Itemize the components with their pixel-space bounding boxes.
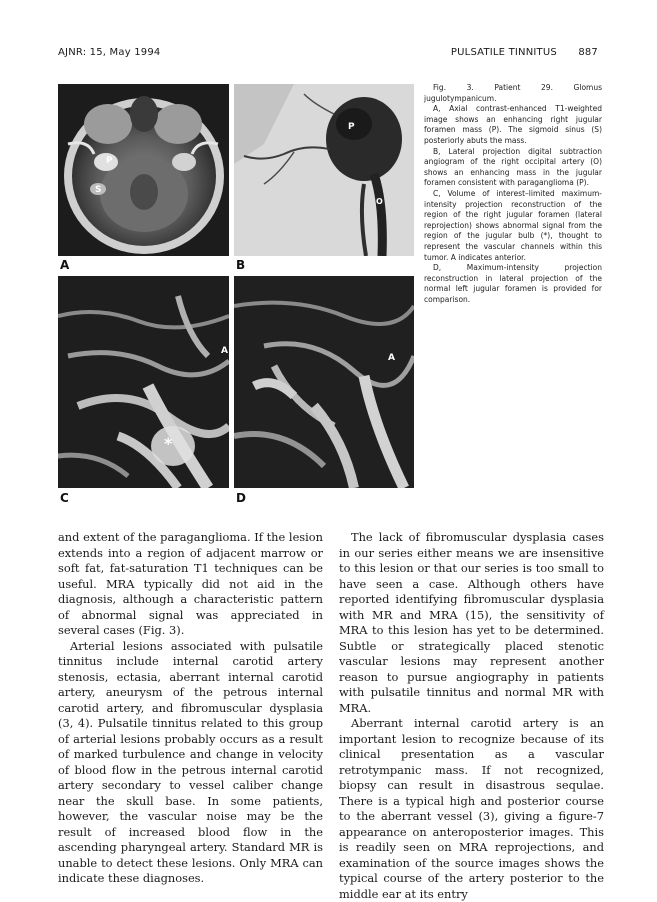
- body-column-right: [339, 530, 604, 902]
- panel-label-asterisk: *: [164, 434, 173, 453]
- caption-title: Fig. 3. Patient 29. Glomus jugulotympanicum.: [424, 83, 602, 103]
- panel-label-s: S: [95, 185, 102, 195]
- axial-mr-image: [58, 84, 229, 256]
- running-title: PULSATILE TINNITUS: [450, 47, 557, 58]
- panel-letter-b: B: [236, 258, 246, 272]
- angiogram-image: [234, 84, 414, 256]
- panel-label-p: P: [106, 156, 113, 166]
- figure-panel-a: [58, 84, 229, 256]
- figure-caption: [424, 83, 602, 305]
- caption-paragraph: C, Volume of interest–limited maximum-intensity projection reconstruction of the region of the right jugular foramen (lateral reprojection) shows abnormal signal from the region of the jugular bulb (*), thought to represent the vascular channels within this tumor. A indicates anterior.: [424, 188, 602, 262]
- journal-citation: AJNR: 15, May 1994: [58, 47, 161, 58]
- panel-letter-d: D: [236, 491, 246, 505]
- panel-letter-c: C: [60, 491, 69, 505]
- figure-panel-d: [234, 276, 414, 488]
- page-number: 887: [578, 47, 598, 58]
- panel-label-o: O: [376, 197, 383, 206]
- panel-label-a: A: [388, 353, 395, 363]
- caption-paragraph: B, Lateral projection digital subtraction angiogram of the right occipital artery (O) shows an enhancing mass in the jugular foramen consistent with paraganglioma (P).: [424, 146, 602, 188]
- header-right: [433, 47, 598, 58]
- panel-label-a: A: [221, 346, 228, 356]
- body-paragraph: and extent of the paraganglioma. If the lesion extends into a region of adjacent marrow or soft fat, fat-saturation T1 techniques can be useful. MRA typically did not aid in the diagnosis, although a characteristic pattern of abnormal signal was appreciated in several cases (Fig. 3).: [58, 530, 323, 637]
- mip-reconstruction-right: [58, 276, 229, 488]
- body-paragraph: The lack of fibromuscular dysplasia cases in our series either means we are insensitive to this lesion or that our series is too small to have seen a case. Although others have reported identifying fibromuscular dysplasia with MR and MRA (15), the sensitivity of MRA to this lesion has yet to be determined. Subtle or strategically placed stenotic vascular lesions may represent another reason to pursue angiography in patients with pulsatile tinnitus and normal MR with MRA.: [339, 530, 604, 715]
- caption-paragraph: A, Axial contrast-enhanced T1-weighted image shows an enhancing right jugular foramen mass (P). The sigmoid sinus (S) posteriorly abuts the mass.: [424, 104, 602, 145]
- running-header: [58, 47, 598, 61]
- body-paragraph: Arterial lesions associated with pulsatile tinnitus include internal carotid artery stenosis, ectasia, aberrant internal carotid artery, aneurysm of the petrous internal carotid artery, and fibromuscular dysplasia (3, 4). Pulsatile tinnitus related to this group of arterial lesions probably occurs as a result of marked turbulence and change in velocity of blood flow in the petrous internal carotid artery secondary to vessel caliber change near the skull base. In some patients, however, the vascular noise may be the result of increased blood flow in the ascending pharyngeal artery. Standard MR is unable to detect these lesions. Only MRA can indicate these diagnoses.: [58, 638, 323, 885]
- panel-letter-a: A: [60, 258, 70, 272]
- panel-label-p: P: [348, 122, 355, 132]
- body-paragraph: Aberrant internal carotid artery is an important lesion to recognize because of its clinical presentation as a vascular retrotympanic mass. If not recognized, biopsy can result in disastrous sequlae. There is a typical high and posterior course to the aberrant vessel (3), giving a figure-7 appearance on anteroposterior images. This is readily seen on MRA reprojections, and examination of the source images shows the typical course of the artery posterior to the middle ear at its entry: [339, 716, 604, 901]
- figure-panel-b: [234, 84, 414, 256]
- mip-reconstruction-left: [234, 276, 414, 488]
- figure-panel-c: [58, 276, 229, 488]
- caption-paragraph: D, Maximum-intensity projection reconstruction in lateral projection of the normal left jugular foramen is provided for comparison.: [424, 263, 602, 304]
- body-column-left: [58, 530, 323, 887]
